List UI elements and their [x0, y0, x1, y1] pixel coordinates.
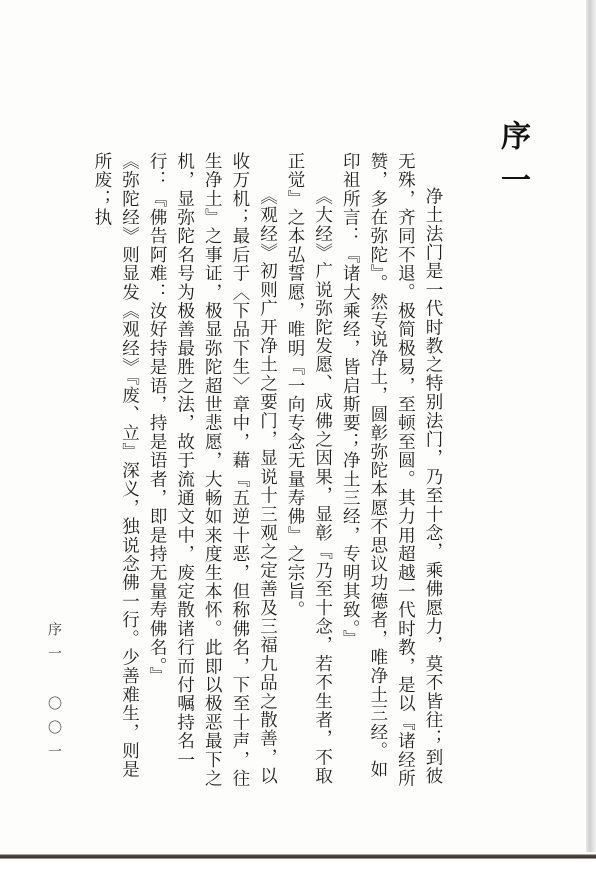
body-text — [87, 152, 446, 792]
paragraph-1: 净土法门是一代时教之特别法门，乃至十念，乘佛愿力，莫不皆往；到彼无殊，齐同不退。极简极易，至顿至圆。其力用超越一代时教，是以『诸经所赞，多在弥陀』。然专说净土，圆彰弥陀本愿不思议功德者，唯净土三经。如印祖所言：『诸大乘经，皆启斯要；净土三经，专明其致。』 — [340, 152, 443, 788]
paragraph-2: 《大经》广说弥陀发愿、成佛之因果，显彰『乃至十念，若不生者，不取正觉』之本弘誓愿，唯明『一向专念无量寿佛』之宗旨。 — [285, 152, 333, 786]
paragraph-3: 《观经》初则广开净土之要门，显说十三观之定善及三福九品之散善，以收万机；最后于〈下品下生〉章中，藉『五逆十恶，但称佛名，下至十声，往生净土』之事证，极显弥陀超世悲愿，大畅如来度生本怀。此即以极恶最下之机，显弥陀名号为极善最胜之法，故于流通文中，废定散诸行而付嘱持名一行：『佛告阿难：汝好持是语，持是语者，即是持无量寿佛名。』 — [147, 152, 278, 788]
book-spine-shadow — [0, 852, 596, 888]
page-edge — [586, 0, 596, 852]
paragraph-4: 《弥陀经》则显发《观经》『废、立』深义，独说念佛一行。少善难生，则是所废；执 — [91, 152, 140, 780]
page-title: 序一 — [495, 120, 530, 208]
page-footer: 序一 〇〇一 — [46, 622, 62, 768]
